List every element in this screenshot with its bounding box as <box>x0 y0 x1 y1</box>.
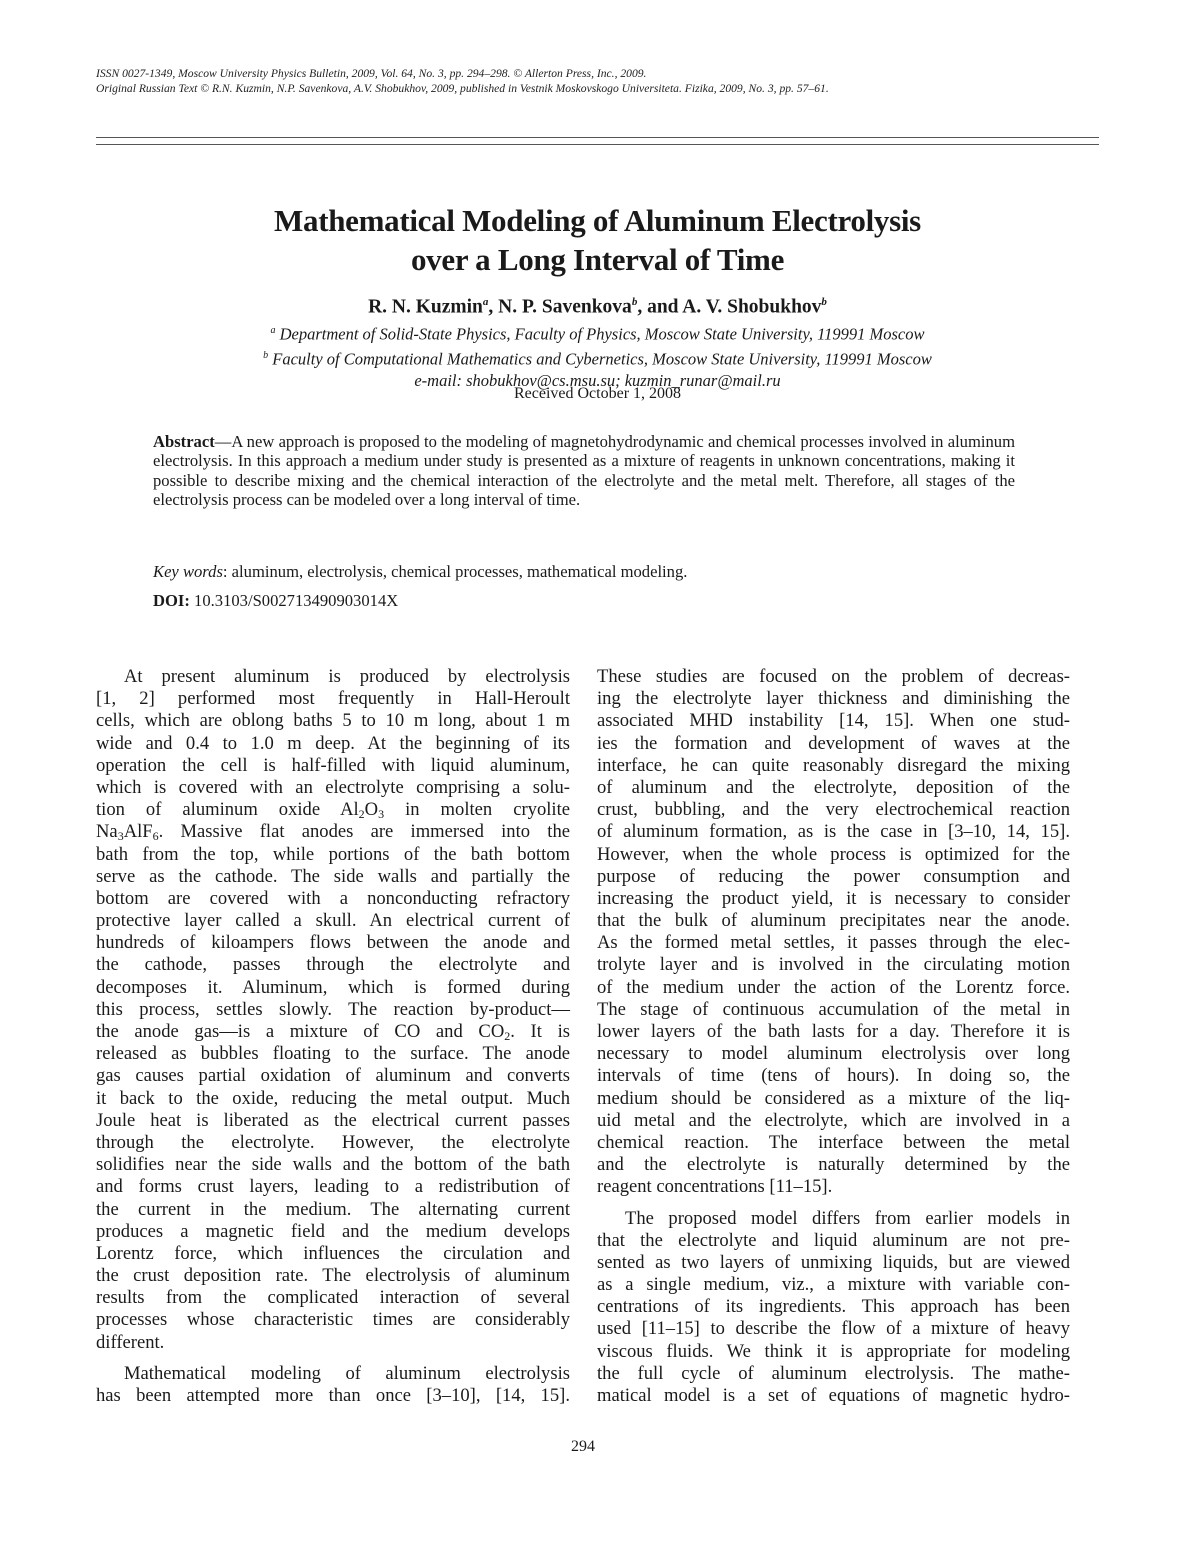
text-line: hundreds of kiloampers flows between the anode and <box>96 932 570 954</box>
subscript: 3 <box>378 807 385 822</box>
text-line: [1, 2] performed most frequently in Hall-Heroult <box>96 688 570 710</box>
text-line: bottom are covered with a nonconducting refractory <box>96 887 570 909</box>
text-line: released as bubbles floating to the surface. The anode <box>96 1043 570 1065</box>
keywords-label: Key words <box>153 562 223 581</box>
text-line: uid metal and the electrolyte, which are involved in a <box>597 1109 1070 1131</box>
received-date: Received October 1, 2008 <box>513 385 682 402</box>
text-line: bath from the top, while portions of the bath bottom <box>96 843 570 865</box>
paper-title <box>96 201 1099 279</box>
text-line: and forms crust layers, leading to a redistribution of <box>96 1176 570 1198</box>
doi <box>153 591 1015 611</box>
affiliation-a <box>96 320 1099 345</box>
text-line: of aluminum and the electrolyte, deposition of the <box>597 776 1070 798</box>
text-line <box>96 1021 570 1043</box>
author-3: , and A. V. Shobukhov <box>637 296 822 318</box>
text-line: sented as two layers of unmixing liquids, but are viewed <box>597 1251 1070 1273</box>
text-line: as a single medium, viz., a mixture with variable con- <box>597 1274 1070 1296</box>
text-line: of aluminum formation, as is the case in [3–10, 14, 15]. <box>597 821 1070 843</box>
text-line: gas causes partial oxidation of aluminum and converts <box>96 1065 570 1087</box>
abstract-label: Abstract <box>153 432 215 451</box>
subscript: 6 <box>152 829 159 844</box>
body-column-right <box>597 666 1070 1407</box>
abstract-text: —A new approach is proposed to the modeling of magnetohydrodynamic and chemical processes involved in aluminum electrolysis. In this approach a medium under study is presented as a mixture of reagents in unknown concentrations, making it possible to describe mixing and the chemical interaction of the electrolyte and the metal melt. Therefore, all stages of the electrolysis process can be modeled over a long interval of time. <box>153 432 1015 509</box>
text-line: ing the electrolyte layer thickness and diminishing the <box>597 688 1070 710</box>
text-line: trolyte layer and is involved in the circulating motion <box>597 954 1070 976</box>
text-fragment: . Massive flat anodes are immersed into the <box>158 821 570 843</box>
journal-header <box>96 66 1106 96</box>
text-line: of the medium under the action of the Lorentz force. <box>597 976 1070 998</box>
doi-label: DOI: <box>153 591 190 610</box>
author-3-affil: b <box>821 296 827 308</box>
text-line <box>96 799 570 821</box>
text-line: increasing the product yield, it is necessary to consider <box>597 887 1070 909</box>
text-line: The proposed model differs from earlier models in <box>625 1207 1070 1229</box>
text-fragment: O <box>364 799 379 821</box>
author-1-affil: a <box>482 296 489 308</box>
header-line-1: ISSN 0027-1349, Moscow University Physics Bulletin, 2009, Vol. 64, No. 3, pp. 294–298. © Allerton Press, Inc., 2009. <box>96 67 647 80</box>
page-number: 294 <box>571 1438 595 1455</box>
text-line: used [11–15] to describe the flow of a mixture of heavy <box>597 1318 1070 1340</box>
text-line: necessary to model aluminum electrolysis over long <box>597 1043 1070 1065</box>
text-line: protective layer called a skull. An electrical current of <box>96 910 570 932</box>
text-line: the cathode, passes through the electrolyte and <box>96 954 570 976</box>
author-2: , N. P. Savenkova <box>488 296 632 318</box>
text-line: viscous fluids. We think it is appropriate for modeling <box>597 1340 1070 1362</box>
header-line-2: Original Russian Text © R.N. Kuzmin, N.P. Savenkova, A.V. Shobukhov, 2009, published in Vestnik Moskovskogo Universiteta. Fizika, 2009, No. 3, pp. 57–61. <box>96 82 829 95</box>
text-line: that the electrolyte and liquid aluminum are not pre- <box>597 1229 1070 1251</box>
text-line: has been attempted more than once [3–10], [14, 15]. <box>96 1385 570 1406</box>
text-line: reagent concentrations [11–15]. <box>597 1176 833 1198</box>
text-line: Mathematical modeling of aluminum electrolysis <box>124 1362 570 1384</box>
subscript: 2 <box>504 1029 511 1043</box>
text-line: Lorentz force, which influences the circulation and <box>96 1242 570 1264</box>
text-line: interface, he can quite reasonably disregard the mixing <box>597 754 1070 776</box>
text-fragment: . It is <box>510 1021 570 1042</box>
text-line: intervals of time (tens of hours). In doing so, the <box>597 1065 1070 1087</box>
text-line: As the formed metal settles, it passes through the elec- <box>597 932 1070 954</box>
text-line: serve as the cathode. The side walls and partially the <box>96 865 570 887</box>
text-line: cells, which are oblong baths 5 to 10 m long, about 1 m <box>96 710 570 732</box>
text-line: Joule heat is liberated as the electrical current passes <box>96 1109 570 1131</box>
text-line: crust, bubbling, and the very electrochemical reaction <box>597 799 1070 821</box>
subscript: 2 <box>358 807 365 822</box>
affiliations <box>96 320 1099 392</box>
text-line: centrations of its ingredients. This approach has been <box>597 1296 1070 1318</box>
text-line: it back to the oxide, reducing the metal output. Much <box>96 1087 570 1109</box>
text-line: through the electrolyte. However, the electrolyte <box>96 1131 570 1153</box>
text-line: wide and 0.4 to 1.0 m deep. At the beginning of its <box>96 732 570 754</box>
text-line: matical model is a set of equations of magnetic hydro- <box>597 1385 1070 1406</box>
text-line: this process, settles slowly. The reaction by-product— <box>96 998 570 1020</box>
text-line: and the electrolyte is naturally determined by the <box>597 1154 1070 1176</box>
affiliation-a-mark: a <box>270 325 276 336</box>
text-line: purpose of reducing the power consumption and <box>597 865 1070 887</box>
text-line: the full cycle of aluminum electrolysis. The mathe- <box>597 1362 1070 1384</box>
text-line: At present aluminum is produced by electrolysis <box>124 666 570 687</box>
keywords <box>153 562 1015 582</box>
text-fragment: in molten cryolite <box>384 799 570 821</box>
keywords-text: : aluminum, electrolysis, chemical processes, mathematical modeling. <box>222 562 688 581</box>
text-line: results from the complicated interaction of several <box>96 1287 570 1309</box>
subscript: 3 <box>117 829 124 844</box>
title-line-1: Mathematical Modeling of Aluminum Electrolysis <box>274 203 921 238</box>
header-rule-bottom <box>96 144 1099 145</box>
text-line: medium should be considered as a mixture of the liq- <box>597 1087 1070 1109</box>
paragraph-gap <box>96 1354 570 1363</box>
text-line: decomposes it. Aluminum, which is formed during <box>96 976 570 998</box>
email-line: e-mail: shobukhov@cs.msu.su; kuzmin_runar@mail.ru <box>414 371 781 390</box>
text-fragment: AlF <box>123 821 153 843</box>
text-line: processes whose characteristic times are considerably <box>96 1309 570 1331</box>
author-1: R. N. Kuzmin <box>368 296 483 318</box>
header-rule-top <box>96 137 1099 138</box>
abstract <box>153 432 1015 509</box>
affiliation-b-text: Faculty of Computational Mathematics and Cybernetics, Moscow State University, 119991 Moscow <box>268 349 932 369</box>
text-line: However, when the whole process is optimized for the <box>597 843 1070 865</box>
text-fragment: tion of aluminum oxide Al <box>96 799 359 821</box>
authors <box>96 289 1099 321</box>
text-line: lower layers of the bath lasts for a day. Therefore it is <box>597 1021 1070 1042</box>
text-line: ies the formation and development of waves at the <box>597 732 1070 754</box>
body-column-left <box>96 666 570 1407</box>
text-line <box>96 821 570 843</box>
text-fragment: Na <box>96 821 118 843</box>
affiliation-a-text: Department of Solid-State Physics, Faculty of Physics, Moscow State University, 119991 Moscow <box>275 324 925 344</box>
text-line: solidifies near the side walls and the bottom of the bath <box>96 1154 570 1176</box>
text-line: the crust deposition rate. The electrolysis of aluminum <box>96 1265 570 1287</box>
title-line-2: over a Long Interval of Time <box>410 242 785 277</box>
author-2-affil: b <box>631 296 638 308</box>
text-line: produces a magnetic field and the medium develops <box>96 1220 570 1242</box>
affiliation-b-mark: b <box>263 350 269 361</box>
text-line: which is covered with an electrolyte comprising a solu- <box>96 776 570 798</box>
doi-text: 10.3103/S002713490903014X <box>189 591 399 610</box>
text-line: the current in the medium. The alternating current <box>96 1198 570 1220</box>
text-line: that the bulk of aluminum precipitates near the anode. <box>597 910 1070 932</box>
affiliation-b <box>96 345 1099 370</box>
text-line: different. <box>96 1331 165 1353</box>
text-line: associated MHD instability [14, 15]. When one stud- <box>597 710 1070 732</box>
text-line: The stage of continuous accumulation of the metal in <box>597 998 1070 1020</box>
text-line: operation the cell is half-filled with liquid aluminum, <box>96 754 570 776</box>
text-line: chemical reaction. The interface between the metal <box>597 1131 1070 1153</box>
text-line: These studies are focused on the problem of decreas- <box>597 666 1070 687</box>
text-fragment: the anode gas—is a mixture of CO and CO <box>96 1021 505 1042</box>
paragraph-gap <box>597 1199 1070 1208</box>
